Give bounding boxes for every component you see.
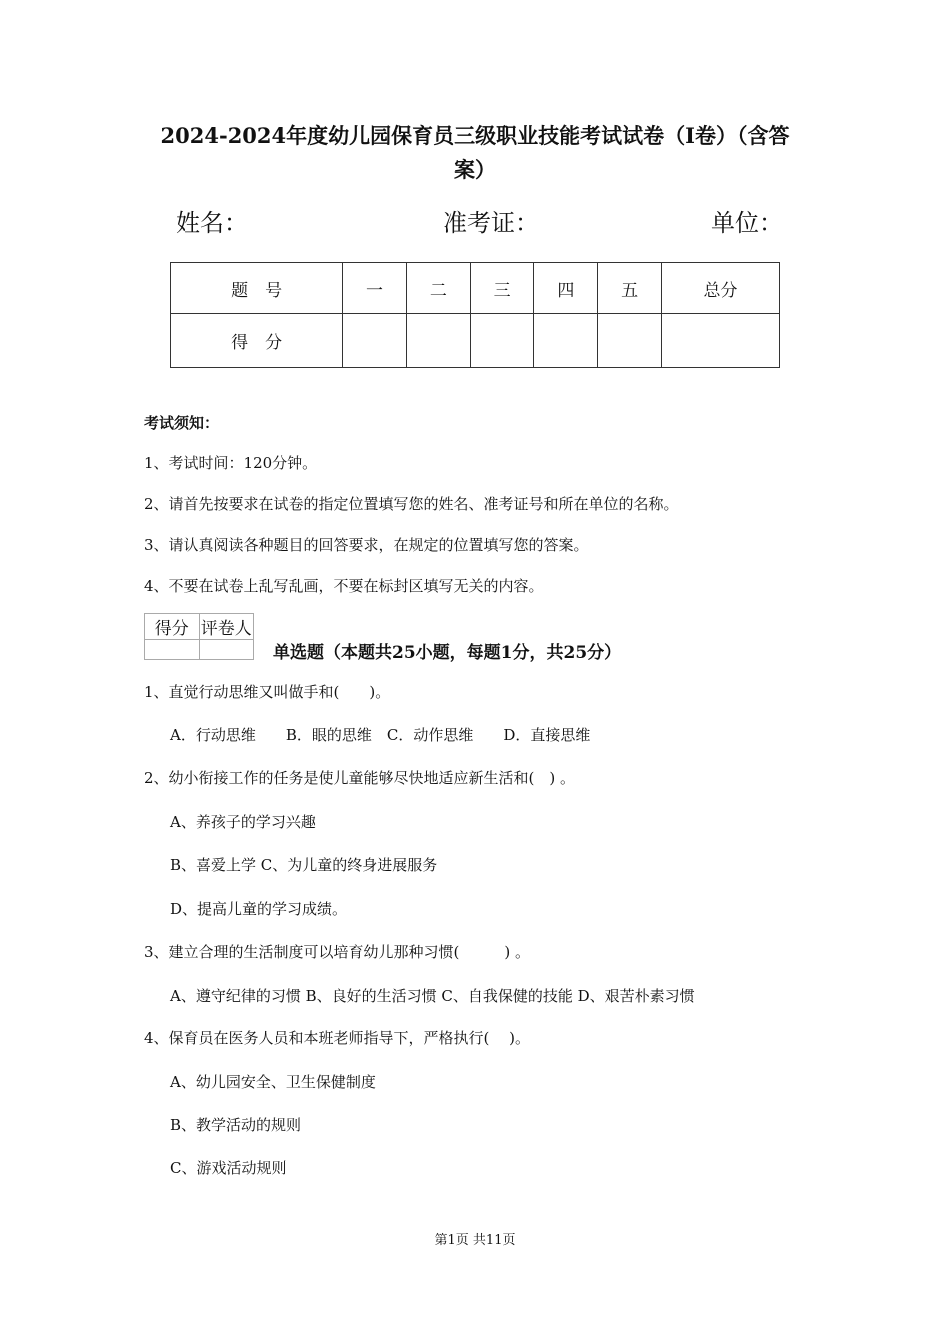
- question-1-options: A．行动思维 B．眼的思维 C．动作思维 D．直接思维: [170, 726, 591, 744]
- score-cell-total[interactable]: [662, 314, 780, 368]
- page-footer: 第1页 共11页: [434, 1233, 516, 1248]
- score-table-header-2: 二: [406, 263, 470, 314]
- score-table-score-label: 得 分: [171, 314, 343, 368]
- question-4-option-b: B、教学活动的规则: [170, 1116, 302, 1134]
- grader-box-score-cell[interactable]: [145, 640, 200, 660]
- instruction-item-4: 4、不要在试卷上乱写乱画，不要在标封区填写无关的内容。: [144, 577, 544, 595]
- instructions-heading: 考试须知：: [144, 414, 220, 432]
- question-2-option-d: D、提高儿童的学习成绩。: [170, 900, 348, 918]
- instruction-item-2: 2、请首先按要求在试卷的指定位置填写您的姓名、准考证号和所在单位的名称。: [144, 495, 679, 513]
- question-4-option-a: A、幼儿园安全、卫生保健制度: [170, 1073, 376, 1091]
- grader-box-grader-label: 评卷人: [199, 614, 254, 640]
- score-table-header-1: 一: [343, 263, 407, 314]
- instruction-item-3: 3、请认真阅读各种题目的回答要求，在规定的位置填写您的答案。: [144, 536, 589, 554]
- question-2-stem: 2、幼小衔接工作的任务是使儿童能够尽快地适应新生活和( ) 。: [144, 769, 576, 787]
- question-2-option-bc: B、喜爱上学 C、为儿童的终身进展服务: [170, 856, 438, 874]
- instruction-item-1: 1、考试时间：120分钟。: [144, 454, 318, 472]
- question-1-stem: 1、直觉行动思维又叫做手和( )。: [144, 683, 391, 701]
- exam-id-field-label: 准考证：: [443, 209, 539, 237]
- score-table-header-total: 总分: [662, 263, 780, 314]
- score-cell-2[interactable]: [406, 314, 470, 368]
- score-cell-4[interactable]: [534, 314, 598, 368]
- question-4-option-c: C、游戏活动规则: [170, 1159, 287, 1177]
- question-3-options: A、遵守纪律的习惯 B、良好的生活习惯 C、自我保健的技能 D、艰苦朴素习惯: [170, 987, 695, 1005]
- score-table-header-5: 五: [598, 263, 662, 314]
- score-cell-5[interactable]: [598, 314, 662, 368]
- score-cell-3[interactable]: [470, 314, 534, 368]
- document-title-line1: 2024-2024年度幼儿园保育员三级职业技能考试试卷（I卷）（含答: [160, 123, 790, 148]
- grader-box: [144, 613, 254, 660]
- unit-field-label: 单位：: [711, 209, 783, 237]
- question-3-stem: 3、建立合理的生活制度可以培育幼儿那种习惯( ) 。: [144, 943, 531, 961]
- document-title-line2: 案）: [454, 157, 496, 182]
- grader-box-score-label: 得分: [145, 614, 200, 640]
- score-table-header-label: 题 号: [171, 263, 343, 314]
- question-2-option-a: A、养孩子的学习兴趣: [170, 813, 316, 831]
- question-4-stem: 4、保育员在医务人员和本班老师指导下，严格执行( )。: [144, 1029, 531, 1047]
- score-cell-1[interactable]: [343, 314, 407, 368]
- name-field-label: 姓名：: [176, 209, 248, 237]
- score-table: [170, 262, 780, 368]
- score-table-header-4: 四: [534, 263, 598, 314]
- score-table-header-3: 三: [470, 263, 534, 314]
- grader-box-grader-cell[interactable]: [199, 640, 254, 660]
- section-title: 单选题（本题共25小题，每题1分，共25分）: [273, 643, 622, 663]
